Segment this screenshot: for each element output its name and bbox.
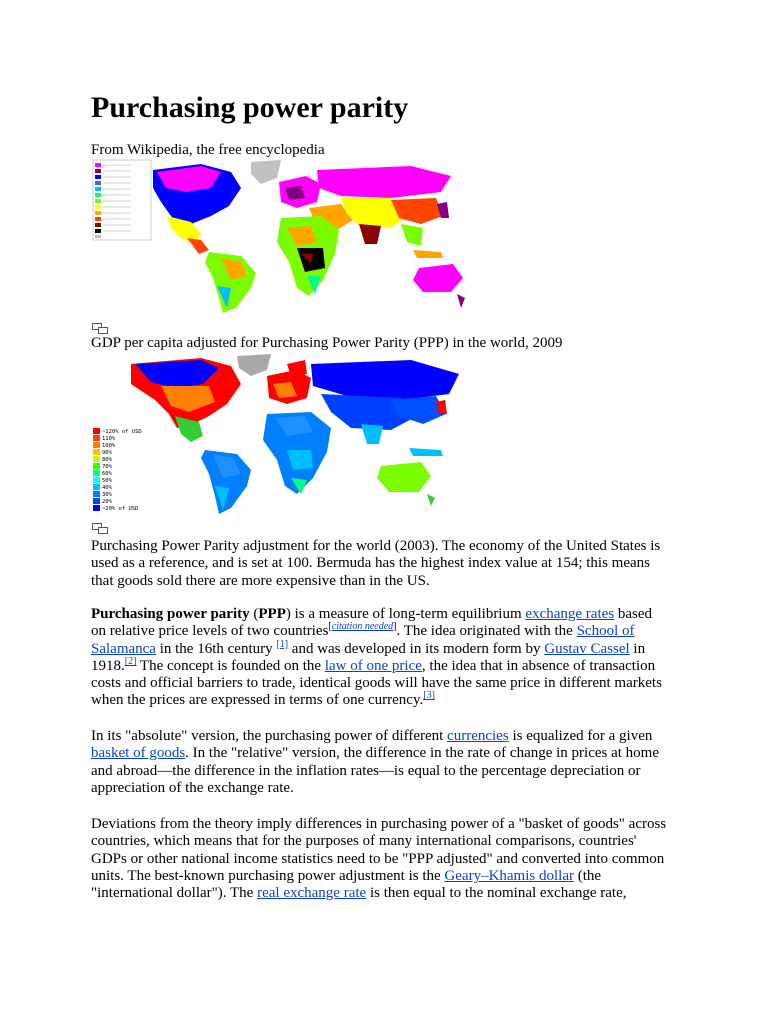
world-map-gdp-ppp-2009[interactable]	[91, 158, 469, 318]
link-gustav-cassel[interactable]: Gustav Cassel	[544, 640, 630, 657]
link-law-of-one-price[interactable]: law of one price	[324, 657, 422, 674]
paragraph-absolute-relative: In its "absolute" version, the purchasing power of different currencies is equalized for a given basket of goods. In the "relative" version, the difference in the rate of change in prices at home and abroad—the difference in the inflation rates—is equal to the percentage depreciation or appreciation of the exchange rate.	[91, 728, 660, 796]
legend-label: 80%	[102, 457, 112, 463]
map2-caption: Purchasing Power Parity adjustment for the world (2003). The economy of the United States is used as a reference, and is set at 100. Bermuda has the highest index value at 154; this means that goods sold there are more expensive than in the US.	[91, 538, 661, 589]
legend-label: 30%	[102, 492, 112, 498]
world-map-ppp-adjustment-2003[interactable]	[91, 354, 469, 519]
ppp-term: Purchasing power parity	[91, 606, 250, 622]
legend-label: ~120% of USD	[102, 429, 142, 435]
enlarge-icon[interactable]	[92, 323, 108, 334]
legend-label: 90%	[102, 450, 112, 456]
paragraph-deviations: Deviations from the theory imply differences in purchasing power of a "basket of goods" across countries, which means that for the purposes of many international comparisons, countries' GDPs or other national income statistics need to be "PPP adjusted" and converted into common units. The best-known purchasing power adjustment is the Geary–Khamis dollar (the "international dollar"). The real exchange rate is then equal to the nominal exchange rate,	[91, 816, 667, 902]
link-geary-khamis-dollar[interactable]: Geary–Khamis dollar	[444, 867, 574, 884]
page-title: Purchasing power parity	[91, 91, 409, 124]
legend-label: 60%	[102, 471, 112, 477]
ref-2[interactable]: [2]	[124, 655, 137, 667]
map1-caption: GDP per capita adjusted for Purchasing Power Parity (PPP) in the world, 2009	[91, 335, 563, 351]
enlarge-icon[interactable]	[92, 523, 108, 534]
legend-label: 50%	[102, 478, 112, 484]
legend-label: ~20% of USD	[102, 506, 139, 512]
ref-3[interactable]: [3]	[423, 690, 435, 702]
paragraph-intro: Purchasing power parity (PPP) is a measure of long-term equilibrium exchange rates based on relative price levels of two countries[citation needed]. The idea originated with the School of Salamanca in the 16th century [1] and was developed in its modern form by Gustav Cassel in 1918.[2] The concept is founded on the law of one price, the idea that in absence of transaction costs and official barriers to trade, identical goods will have the same price in different markets when the prices are expressed in terms of one currency.[3]	[91, 606, 662, 709]
source-note: From Wikipedia, the free encyclopedia	[91, 142, 325, 158]
ref-1[interactable]: [1]	[276, 638, 289, 650]
link-exchange-rates[interactable]: exchange rates	[525, 606, 615, 622]
link-basket-of-goods[interactable]: basket of goods	[91, 745, 186, 762]
link-school-of-salamanca[interactable]: School of Salamanca	[91, 623, 635, 657]
link-currencies[interactable]: currencies	[447, 728, 509, 744]
legend-label: 20%	[102, 499, 112, 505]
link-real-exchange-rate[interactable]: real exchange rate	[257, 885, 367, 902]
ppp-abbr: PPP	[258, 606, 286, 622]
legend-label: 70%	[102, 464, 112, 470]
citation-needed[interactable]: [citation needed]	[328, 621, 397, 633]
legend-label: 100%	[102, 443, 116, 449]
legend-label: 110%	[102, 436, 116, 442]
legend-label: 40%	[102, 485, 112, 491]
